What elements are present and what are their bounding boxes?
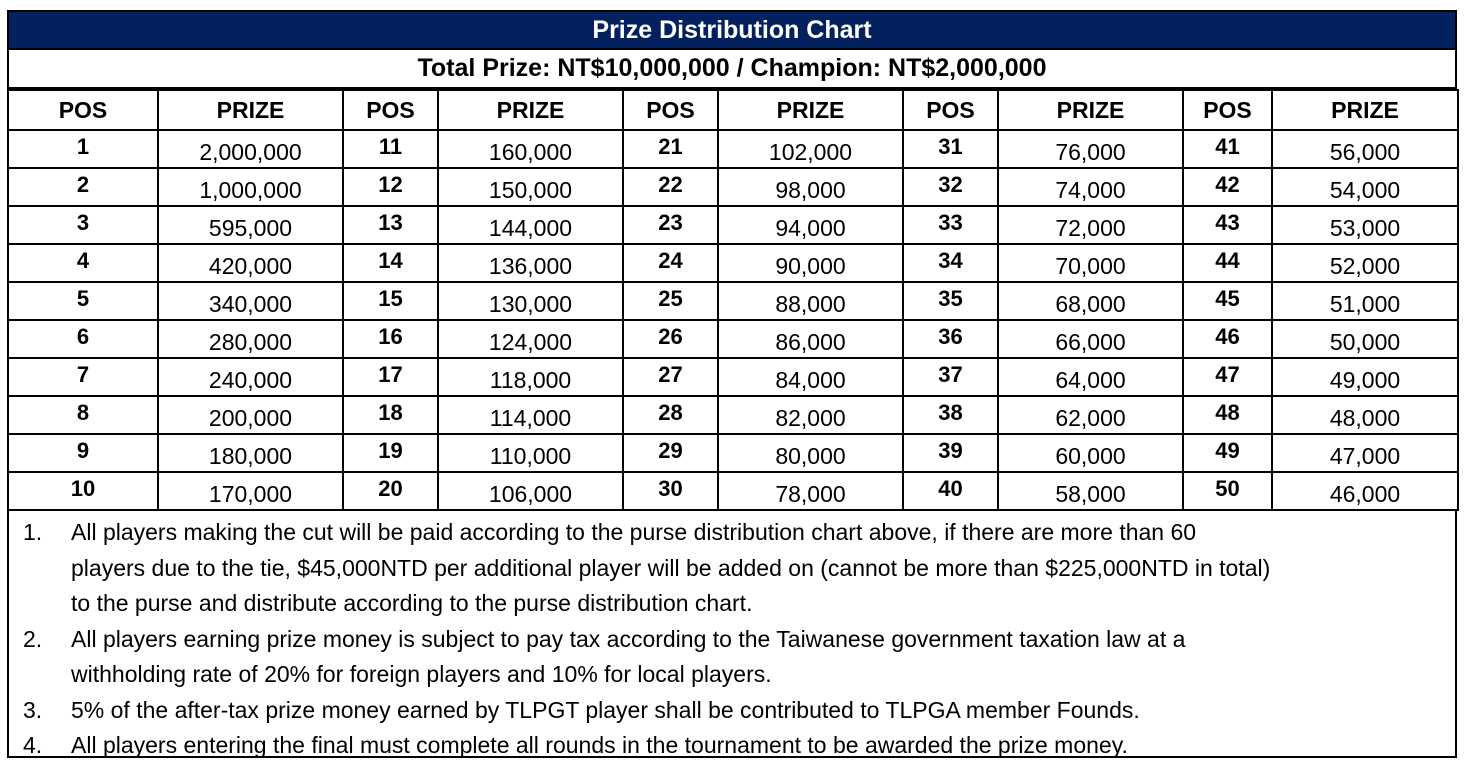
note-line: players due to the tie, $45,000NTD per additional player will be added on (cannot be more than $225,000NTD in total) <box>71 554 1271 581</box>
position-cell: 15 <box>343 282 438 320</box>
prize-cell: 240,000 <box>158 358 343 396</box>
table-row <box>8 320 1458 358</box>
column-header-pos: POS <box>343 90 438 130</box>
prize-cell: 82,000 <box>718 396 903 434</box>
notes-section <box>7 511 1457 758</box>
note-item <box>23 693 1445 729</box>
position-cell: 32 <box>903 168 998 206</box>
prize-cell: 51,000 <box>1272 282 1458 320</box>
position-cell: 8 <box>8 396 158 434</box>
prize-cell: 53,000 <box>1272 206 1458 244</box>
prize-cell: 595,000 <box>158 206 343 244</box>
position-cell: 6 <box>8 320 158 358</box>
prize-distribution-document <box>7 10 1457 758</box>
note-text <box>71 515 1445 622</box>
table-row <box>8 130 1458 168</box>
prize-cell: 86,000 <box>718 320 903 358</box>
prize-cell: 130,000 <box>438 282 623 320</box>
prize-cell: 110,000 <box>438 434 623 472</box>
position-cell: 47 <box>1183 358 1272 396</box>
column-header-prize: PRIZE <box>998 90 1183 130</box>
position-cell: 5 <box>8 282 158 320</box>
position-cell: 7 <box>8 358 158 396</box>
prize-cell: 340,000 <box>158 282 343 320</box>
table-row <box>8 472 1458 510</box>
note-number: 2. <box>23 625 43 652</box>
position-cell: 22 <box>623 168 718 206</box>
position-cell: 33 <box>903 206 998 244</box>
position-cell: 3 <box>8 206 158 244</box>
position-cell: 19 <box>343 434 438 472</box>
prize-cell: 118,000 <box>438 358 623 396</box>
position-cell: 11 <box>343 130 438 168</box>
prize-cell: 70,000 <box>998 244 1183 282</box>
position-cell: 50 <box>1183 472 1272 510</box>
position-cell: 30 <box>623 472 718 510</box>
position-cell: 18 <box>343 396 438 434</box>
prize-cell: 78,000 <box>718 472 903 510</box>
prize-cell: 80,000 <box>718 434 903 472</box>
position-cell: 42 <box>1183 168 1272 206</box>
note-item <box>23 622 1445 693</box>
column-header-pos: POS <box>1183 90 1272 130</box>
note-item <box>23 728 1445 764</box>
position-cell: 25 <box>623 282 718 320</box>
note-line: to the purse and distribute according to the purse distribution chart. <box>71 590 753 616</box>
position-cell: 24 <box>623 244 718 282</box>
prize-table <box>7 89 1459 511</box>
table-row <box>8 168 1458 206</box>
position-cell: 49 <box>1183 434 1272 472</box>
prize-cell: 74,000 <box>998 168 1183 206</box>
prize-cell: 1,000,000 <box>158 168 343 206</box>
note-line: 5% of the after-tax prize money earned by TLPGT player shall be contributed to TLPGA member Founds. <box>71 696 1140 723</box>
prize-cell: 170,000 <box>158 472 343 510</box>
column-header-pos: POS <box>903 90 998 130</box>
prize-cell: 56,000 <box>1272 130 1458 168</box>
prize-cell: 49,000 <box>1272 358 1458 396</box>
position-cell: 13 <box>343 206 438 244</box>
position-cell: 28 <box>623 396 718 434</box>
position-cell: 14 <box>343 244 438 282</box>
position-cell: 34 <box>903 244 998 282</box>
prize-cell: 66,000 <box>998 320 1183 358</box>
position-cell: 36 <box>903 320 998 358</box>
note-line: All players making the cut will be paid according to the purse distribution chart above, if there are more than 60 <box>71 519 1197 545</box>
column-header-prize: PRIZE <box>718 90 903 130</box>
column-header-prize: PRIZE <box>1272 90 1458 130</box>
prize-cell: 54,000 <box>1272 168 1458 206</box>
position-cell: 46 <box>1183 320 1272 358</box>
prize-cell: 420,000 <box>158 244 343 282</box>
prize-cell: 2,000,000 <box>158 130 343 168</box>
prize-cell: 46,000 <box>1272 472 1458 510</box>
note-item <box>23 515 1445 622</box>
prize-cell: 60,000 <box>998 434 1183 472</box>
table-row <box>8 358 1458 396</box>
prize-cell: 90,000 <box>718 244 903 282</box>
page-title: Prize Distribution Chart <box>7 10 1457 50</box>
position-cell: 27 <box>623 358 718 396</box>
position-cell: 10 <box>8 472 158 510</box>
note-number: 1. <box>23 519 43 545</box>
position-cell: 40 <box>903 472 998 510</box>
position-cell: 20 <box>343 472 438 510</box>
column-header-pos: POS <box>8 90 158 130</box>
prize-cell: 280,000 <box>158 320 343 358</box>
prize-cell: 94,000 <box>718 206 903 244</box>
position-cell: 48 <box>1183 396 1272 434</box>
prize-cell: 76,000 <box>998 130 1183 168</box>
prize-cell: 84,000 <box>718 358 903 396</box>
position-cell: 39 <box>903 434 998 472</box>
prize-cell: 102,000 <box>718 130 903 168</box>
note-line: withholding rate of 20% for foreign players and 10% for local players. <box>71 661 772 687</box>
position-cell: 41 <box>1183 130 1272 168</box>
position-cell: 37 <box>903 358 998 396</box>
table-row <box>8 434 1458 472</box>
prize-cell: 150,000 <box>438 168 623 206</box>
position-cell: 38 <box>903 396 998 434</box>
prize-cell: 180,000 <box>158 434 343 472</box>
position-cell: 26 <box>623 320 718 358</box>
table-row <box>8 396 1458 434</box>
prize-cell: 47,000 <box>1272 434 1458 472</box>
prize-cell: 58,000 <box>998 472 1183 510</box>
position-cell: 43 <box>1183 206 1272 244</box>
table-row <box>8 206 1458 244</box>
note-number: 4. <box>23 732 43 758</box>
table-row <box>8 282 1458 320</box>
position-cell: 45 <box>1183 282 1272 320</box>
position-cell: 12 <box>343 168 438 206</box>
prize-cell: 124,000 <box>438 320 623 358</box>
prize-cell: 114,000 <box>438 396 623 434</box>
note-text <box>71 622 1445 693</box>
position-cell: 17 <box>343 358 438 396</box>
prize-cell: 68,000 <box>998 282 1183 320</box>
prize-cell: 62,000 <box>998 396 1183 434</box>
position-cell: 44 <box>1183 244 1272 282</box>
note-number: 3. <box>23 696 43 723</box>
position-cell: 23 <box>623 206 718 244</box>
prize-cell: 48,000 <box>1272 396 1458 434</box>
note-text <box>71 693 1445 729</box>
table-row <box>8 244 1458 282</box>
note-text <box>71 728 1445 764</box>
prize-cell: 200,000 <box>158 396 343 434</box>
prize-cell: 64,000 <box>998 358 1183 396</box>
position-cell: 1 <box>8 130 158 168</box>
total-prize-subtitle: Total Prize: NT$10,000,000 / Champion: NT$2,000,000 <box>7 50 1457 89</box>
position-cell: 21 <box>623 130 718 168</box>
position-cell: 31 <box>903 130 998 168</box>
prize-cell: 160,000 <box>438 130 623 168</box>
prize-cell: 136,000 <box>438 244 623 282</box>
prize-cell: 98,000 <box>718 168 903 206</box>
position-cell: 35 <box>903 282 998 320</box>
position-cell: 2 <box>8 168 158 206</box>
note-line: All players earning prize money is subject to pay tax according to the Taiwanese government taxation law at a <box>71 625 1186 652</box>
column-header-prize: PRIZE <box>438 90 623 130</box>
prize-cell: 88,000 <box>718 282 903 320</box>
note-line: All players entering the final must complete all rounds in the tournament to be awarded the prize money. <box>71 732 1128 758</box>
table-header-row <box>8 90 1458 130</box>
position-cell: 4 <box>8 244 158 282</box>
prize-cell: 50,000 <box>1272 320 1458 358</box>
prize-cell: 106,000 <box>438 472 623 510</box>
position-cell: 9 <box>8 434 158 472</box>
prize-cell: 52,000 <box>1272 244 1458 282</box>
column-header-pos: POS <box>623 90 718 130</box>
column-header-prize: PRIZE <box>158 90 343 130</box>
position-cell: 16 <box>343 320 438 358</box>
position-cell: 29 <box>623 434 718 472</box>
prize-cell: 144,000 <box>438 206 623 244</box>
prize-cell: 72,000 <box>998 206 1183 244</box>
